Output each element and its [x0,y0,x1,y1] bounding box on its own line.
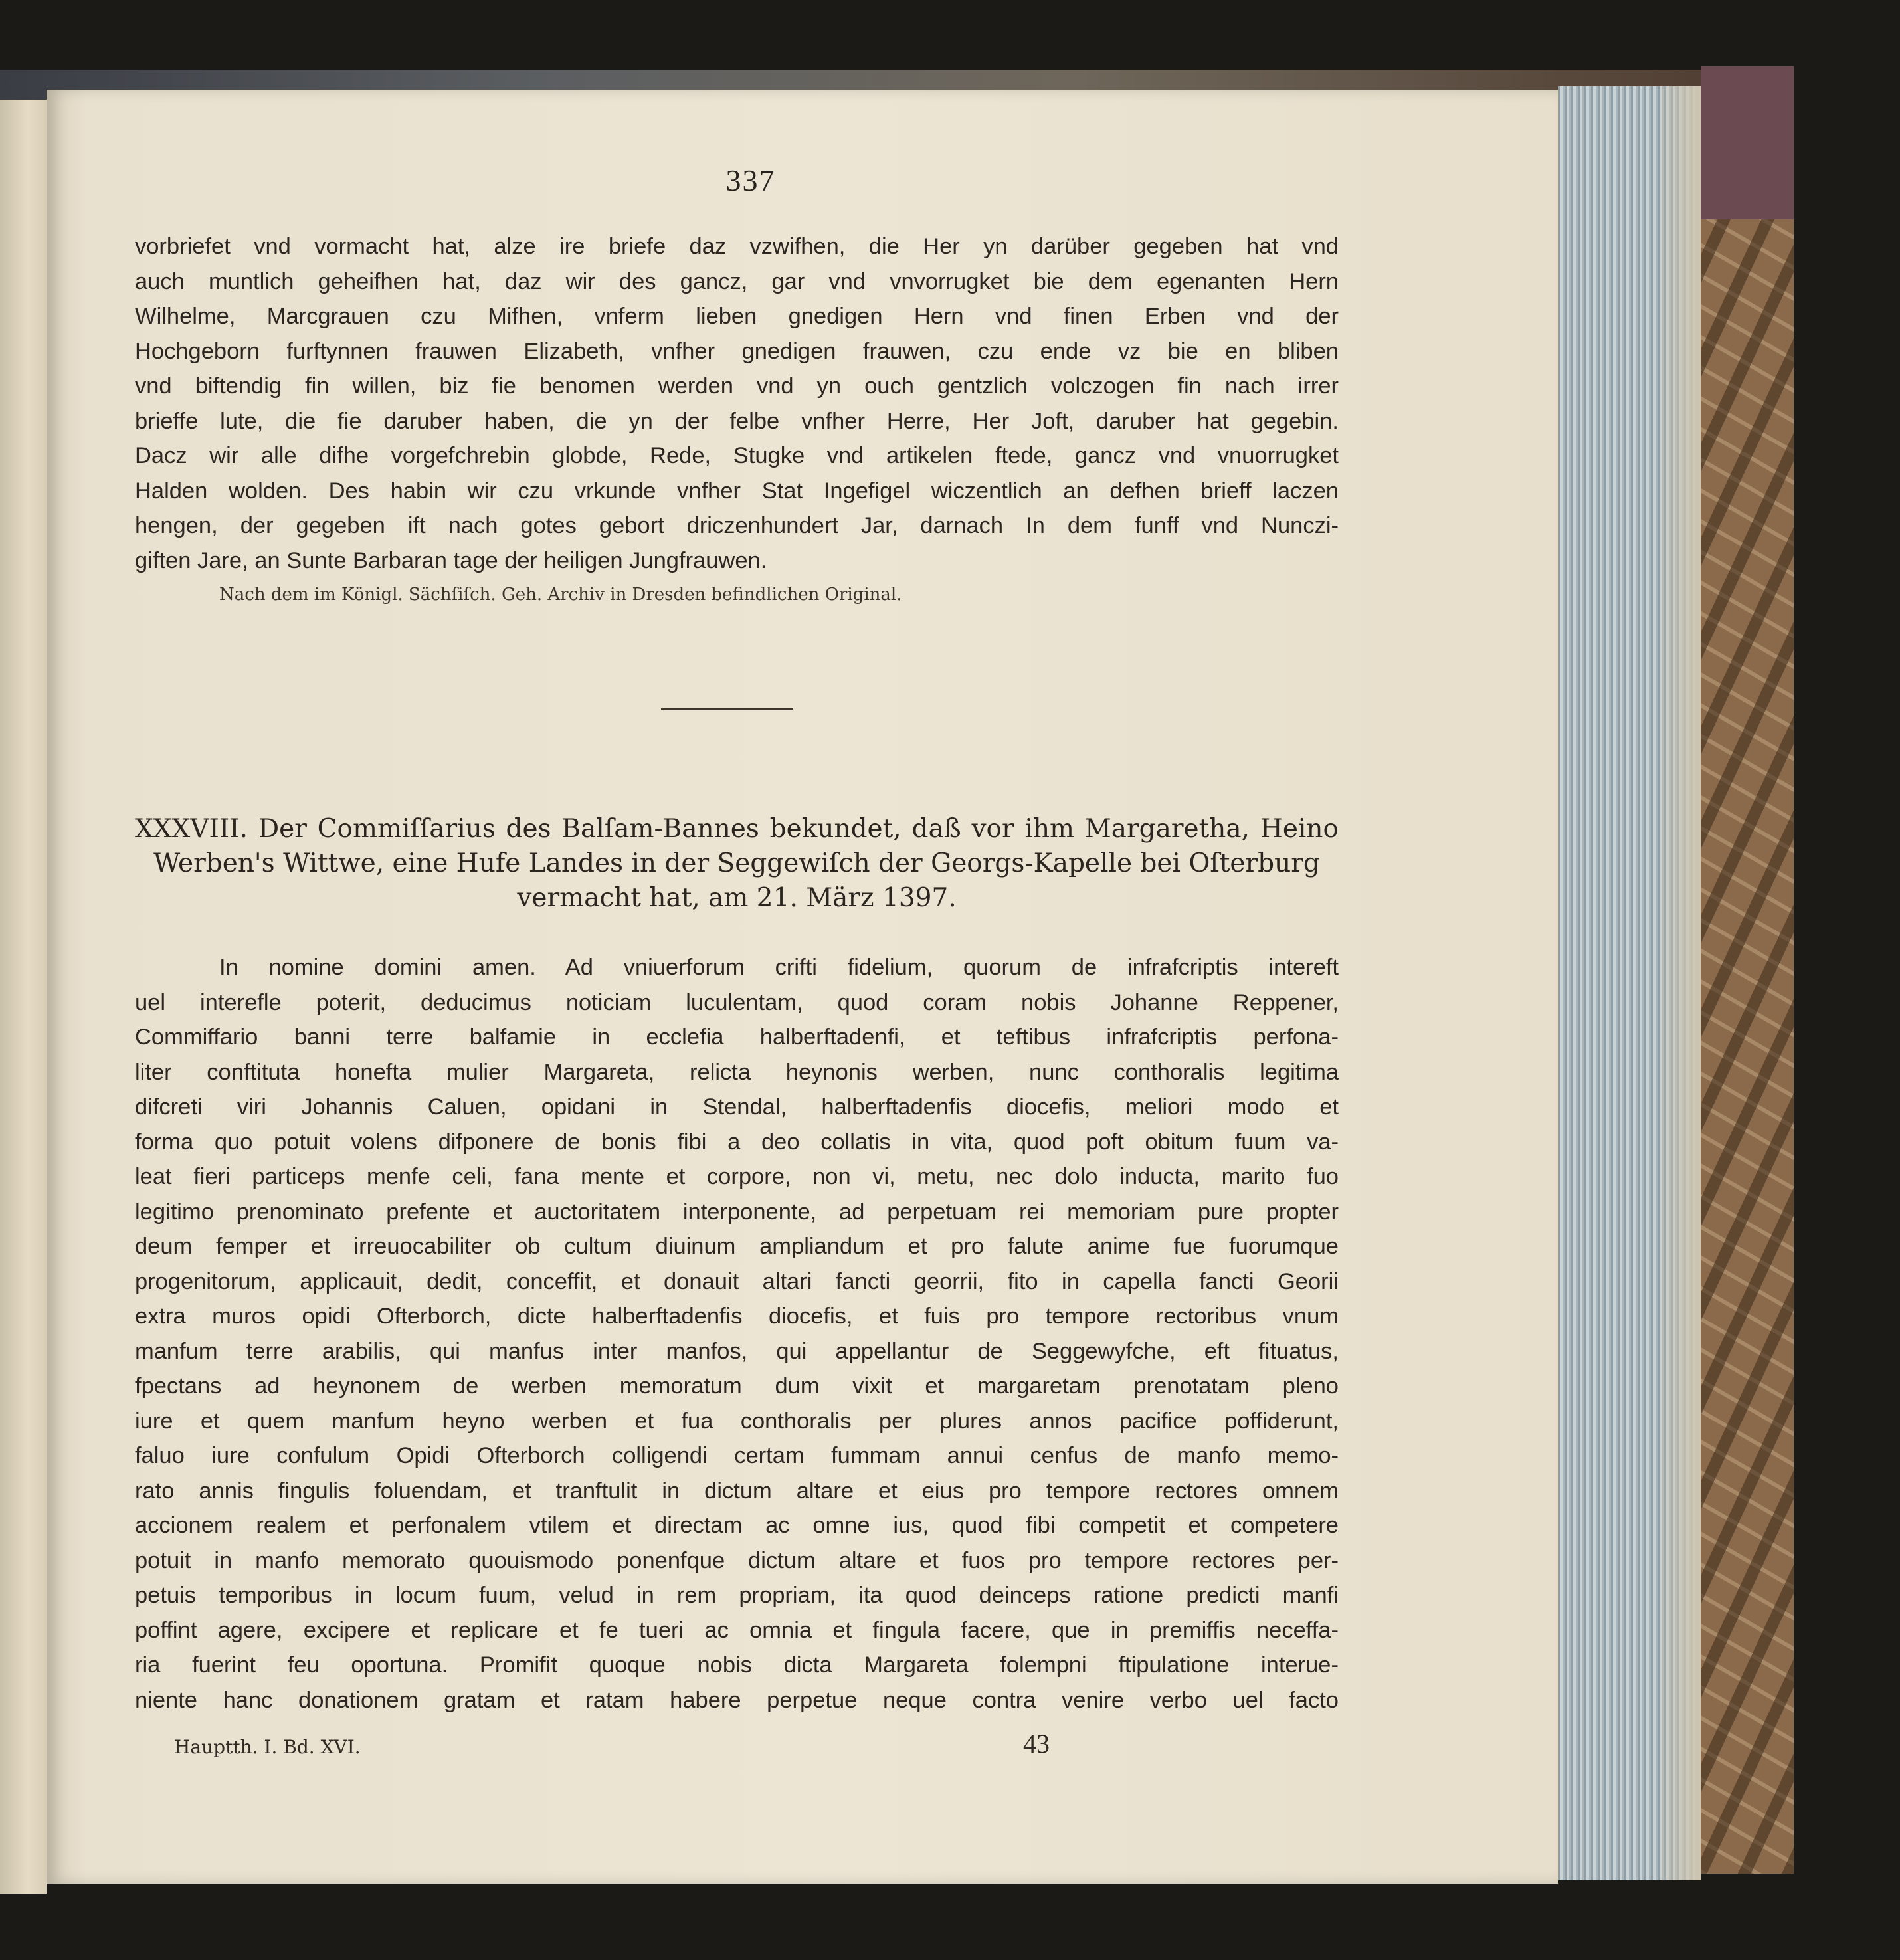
text-line: uel interefle poterit, deducimus noticiam luculentam, quod coram nobis Johanne Reppener, [135,989,1339,1015]
text-line: difcreti viri Johannis Caluen, opidani in Stendal, halberftadenfis diocefis, meliori modo et [135,1094,1339,1120]
text-line: liter conftituta honefta mulier Margareta, relicta heynonis werben, nunc conthoralis legitima [135,1059,1339,1085]
sheet-number: 43 [1023,1729,1050,1759]
source-note: Nach dem im Königl. Sächſiſch. Geh. Archiv in Dresden befindlichen Original. [219,585,902,605]
text-line: legitimo prenominato prefente et auctoritatem interponente, ad perpetuam rei memoriam pure propter [135,1199,1339,1225]
text-line: Dacz wir alle difhe vorgefchrebin globde, Rede, Stugke vnd artikelen ftede, gancz vnd vnuorrugket [135,443,1339,468]
text-line: In nomine domini amen. Ad vniuerforum crifti fidelium, quorum de infrafcriptis intereft [219,955,1339,980]
text-line: giften Jare, an Sunte Barbaran tage der heiligen Jungfrauwen. [135,547,767,573]
text-line: poffint agere, excipere et replicare et fe tueri ac omnia et fingula facere, que in premiffis neceffa- [135,1617,1339,1643]
text-line: niente hanc donationem gratam et ratam habere perpetue neque contra venire verbo uel facto [135,1687,1339,1713]
text-line: accionem realem et perfonalem vtilem et directam ac omne ius, quod fibi competit et competere [135,1513,1339,1538]
heading-line: vermacht hat, am 21. März 1397. [517,883,957,913]
text-line: ria fuerint feu oportuna. Promifit quoque nobis dicta Margareta folempni ftipulatione interue- [135,1652,1339,1678]
text-line: petuis temporibus in locum fuum, velud in rem propriam, ita quod deinceps ratione predicti manfi [135,1583,1339,1608]
heading-line: Werben's Wittwe, eine Hufe Landes in der Seggewiſch der Georgs-Kapelle bei Oſterburg [153,848,1320,878]
text-line: hengen, der gegeben ift nach gotes gebort driczenhundert Jar, darnach In dem funff vnd Nunczi- [135,513,1339,538]
page-number: 337 [725,163,776,197]
text-line: iure et quem manfum heyno werben et fua conthoralis per plures annos pacifice poffiderunt, [135,1408,1339,1434]
text-line: extra muros opidi Ofterborch, dicte halberftadenfis diocefis, et fuis pro tempore rectoribus vnum [135,1304,1339,1329]
text-line: brieffe lute, die fie daruber haben, die yn der felbe vnfher Herre, Her Joft, daruber hat gegebin. [135,408,1339,434]
signature-mark: Hauptth. I. Bd. XVI. [174,1736,361,1758]
text-line: leat fieri particeps menfe celi, fana mente et corpore, non vi, metu, nec dolo inducta, marito fuo [135,1164,1339,1189]
text-line: vnd biftendig fin willen, biz fie benomen werden vnd yn ouch gentzlich volczogen fin nach irrer [135,373,1339,399]
text-line: Commiffario banni terre balfamie in ecclefia halberftadenfi, et teftibus infrafcriptis perfona- [135,1025,1339,1050]
text-line: potuit in manfo memorato quouismodo ponenfque dictum altare et fuos pro tempore rectores per- [135,1547,1339,1573]
text-line: vorbriefet vnd vormacht hat, alze ire briefe daz vzwifhen, die Her yn darüber gegeben hat vnd [135,234,1339,259]
text-line: fpectans ad heynonem de werben memoratum dum vixit et margaretam prenotatam pleno [135,1373,1339,1399]
text-line: Halden wolden. Des habin wir czu vrkunde vnfher Stat Ingefigel wiczentlich an defhen brieff laczen [135,478,1339,504]
document-heading [135,812,1339,916]
text-line: Hochgeborn furftynnen frauwen Elizabeth, vnfher gnedigen frauwen, czu ende vz bie en bliben [135,338,1339,364]
text-line: forma quo potuit volens difponere de bonis fibi a deo collatis in vita, quod poft obitum fuum va- [135,1129,1339,1155]
section-separator [661,708,793,710]
continued-charter-text [135,229,1339,578]
latin-charter-text [135,950,1339,1717]
heading-line: XXXVIII. Der Commiſſarius des Balſam-Bannes bekundet, daß vor ihm Margaretha, Heino [135,814,1339,844]
text-line: Wilhelme, Marcgrauen czu Mifhen, vnferm lieben gnedigen Hern vnd finen Erben vnd der [135,304,1339,329]
text-line: manfum terre arabilis, qui manfus inter manfos, qui appellantur de Seggewyfche, eft fituatus, [135,1338,1339,1364]
text-line: auch muntlich geheifhen hat, daz wir des gancz, gar vnd vnvorrugket bie dem egenanten Hern [135,268,1339,294]
text-line: progenitorum, applicauit, dedit, conceffit, et donauit altari fancti georrii, fito in capella fancti Georii [135,1268,1339,1294]
text-line: deum femper et irreuocabiliter ob cultum diuinum ampliandum et pro falute anime fue fuorumque [135,1234,1339,1259]
text-line: rato annis fingulis foluendam, et tranftulit in dictum altare et eius pro tempore rectores omnem [135,1478,1339,1504]
text-line: faluo iure confulum Opidi Ofterborch colligendi certam fummam annui cenfus de manfo memo- [135,1443,1339,1468]
